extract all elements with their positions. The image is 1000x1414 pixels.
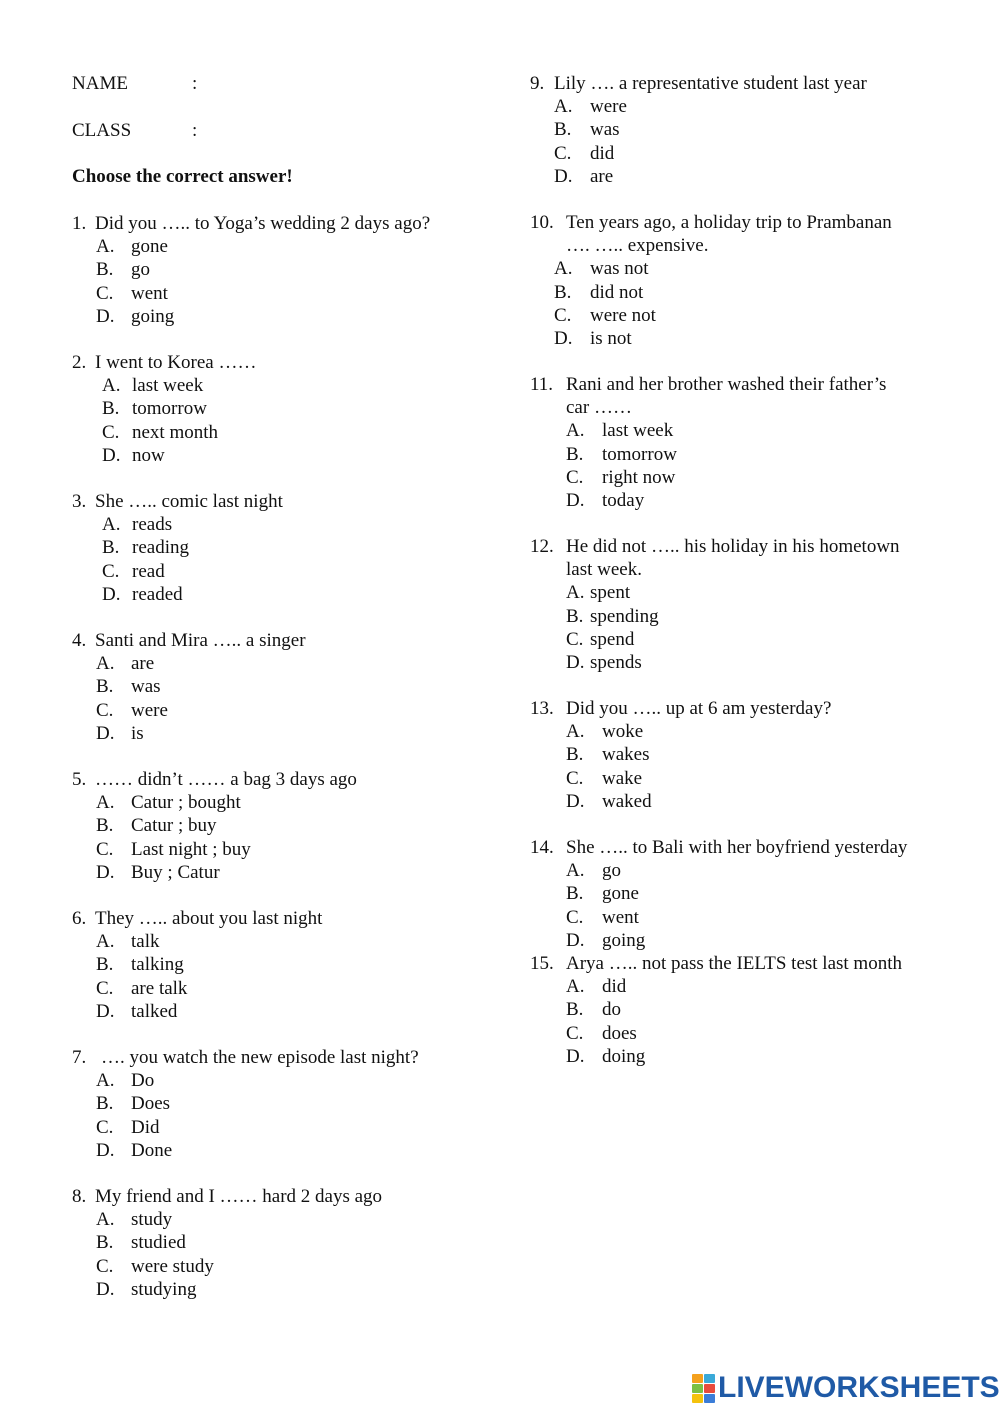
option-letter: A. — [102, 375, 121, 397]
option-text: spent — [590, 582, 631, 604]
question-stem: Ten years ago, a holiday trip to Prambanan — [566, 212, 892, 233]
option-letter: B. — [554, 281, 572, 303]
question-stem: Did you ….. up at 6 am yesterday? — [566, 698, 832, 719]
question-stem: Arya ….. not pass the IELTS test last month — [566, 953, 902, 974]
option-text: Buy ; Catur — [131, 861, 220, 883]
option-letter: C. — [566, 628, 584, 650]
class-colon: : — [192, 120, 198, 141]
option-letter: A. — [554, 96, 573, 118]
option-letter: B. — [554, 119, 572, 141]
option-text: went — [131, 282, 168, 304]
option-text: spend — [590, 628, 635, 650]
option-text: does — [602, 1022, 637, 1044]
question-number: 1. — [72, 213, 87, 234]
option-text: were not — [590, 304, 656, 326]
option-text: waked — [602, 790, 652, 812]
option-letter: C. — [566, 767, 584, 789]
option-text: are — [590, 165, 614, 187]
option-text: talking — [131, 954, 184, 976]
option-letter: A. — [96, 1209, 115, 1231]
brand-name: LIVEWORKSHEETS — [718, 1371, 1000, 1404]
option-text: doing — [602, 1045, 646, 1067]
question-stem: Did you ….. to Yoga’s wedding 2 days ago? — [95, 213, 431, 234]
question-number: 6. — [72, 908, 87, 929]
option-text: now — [132, 444, 165, 466]
option-letter: D. — [566, 1045, 585, 1067]
option-letter: B. — [566, 883, 584, 905]
option-letter: D. — [102, 583, 121, 605]
option-letter: A. — [566, 721, 585, 743]
question-stem-continued: last week. — [566, 559, 642, 581]
option-text: go — [131, 259, 150, 281]
option-letter: B. — [566, 443, 584, 465]
option-letter: B. — [96, 1093, 114, 1115]
name-label: NAME — [72, 73, 128, 94]
question-number: 11. — [530, 374, 554, 395]
option-letter: A. — [96, 236, 115, 258]
question-stem: My friend and I …… hard 2 days ago — [95, 1186, 383, 1207]
question-stem: She ….. comic last night — [95, 491, 283, 512]
option-text: Does — [131, 1093, 171, 1115]
option-letter: C. — [96, 838, 114, 860]
option-letter: D. — [96, 722, 115, 744]
liveworksheets-logo-icon — [692, 1374, 715, 1403]
option-text: tomorrow — [132, 398, 207, 420]
question-number: 4. — [72, 630, 87, 651]
option-letter: C. — [96, 1255, 114, 1277]
question-stem-continued: car …… — [566, 397, 632, 419]
instruction: Choose the correct answer! — [72, 166, 293, 187]
option-letter: C. — [566, 1022, 584, 1044]
option-text: tomorrow — [602, 443, 677, 465]
option-text: studying — [131, 1278, 197, 1300]
option-text: wakes — [602, 744, 650, 766]
option-letter: D. — [102, 444, 121, 466]
question-stem: I went to Korea …… — [95, 352, 257, 373]
question-stem: She ….. to Bali with her boyfriend yesterday — [566, 837, 908, 858]
option-text: Did — [131, 1116, 160, 1138]
name-colon: : — [192, 73, 198, 94]
option-letter: C. — [96, 699, 114, 721]
option-text: do — [602, 999, 621, 1021]
question-number: 3. — [72, 491, 87, 512]
option-text: is not — [590, 328, 632, 349]
option-text: right now — [602, 466, 676, 488]
option-text: going — [131, 305, 175, 327]
option-text: was not — [590, 258, 649, 280]
option-letter: C. — [96, 1116, 114, 1138]
option-letter: B. — [96, 259, 114, 281]
option-text: woke — [602, 721, 644, 743]
option-letter: B. — [566, 999, 584, 1021]
question-stem: Rani and her brother washed their father’s — [566, 374, 887, 395]
option-letter: C. — [566, 906, 584, 928]
option-text: readed — [132, 583, 183, 605]
option-text: talk — [131, 931, 160, 953]
option-text: study — [131, 1209, 173, 1231]
option-text: reading — [132, 537, 189, 559]
option-text: are — [131, 653, 155, 675]
footer-brand — [692, 1373, 1000, 1403]
question-number: 8. — [72, 1186, 87, 1207]
option-letter: C. — [96, 977, 114, 999]
question-number: 2. — [72, 352, 87, 373]
question-number: 13. — [530, 698, 554, 719]
option-text: spends — [590, 652, 642, 673]
option-letter: B. — [96, 676, 114, 698]
question-number: 12. — [530, 536, 554, 557]
option-text: today — [602, 490, 645, 511]
option-text: were study — [131, 1255, 214, 1277]
option-text: gone — [602, 883, 639, 905]
option-letter: C. — [96, 282, 114, 304]
option-letter: A. — [96, 931, 115, 953]
option-letter: D. — [96, 305, 115, 327]
option-letter: A. — [566, 582, 585, 604]
option-text: Last night ; buy — [131, 838, 251, 860]
option-letter: B. — [102, 398, 120, 420]
option-text: last week — [132, 375, 204, 397]
option-text: did not — [590, 281, 644, 303]
option-text: reads — [132, 514, 173, 536]
question-stem: He did not ….. his holiday in his hometown — [566, 536, 900, 557]
option-text: went — [602, 906, 639, 928]
option-text: going — [602, 929, 646, 951]
option-letter: D. — [554, 165, 573, 187]
option-text: go — [602, 860, 621, 882]
option-letter: A. — [554, 258, 573, 280]
option-letter: C. — [102, 560, 120, 582]
option-letter: B. — [96, 954, 114, 976]
option-letter: A. — [102, 514, 121, 536]
option-letter: A. — [96, 653, 115, 675]
option-text: spending — [590, 605, 659, 627]
option-letter: D. — [566, 490, 585, 511]
option-text: wake — [602, 767, 643, 789]
option-letter: D. — [96, 861, 115, 883]
question-number: 14. — [530, 837, 554, 858]
option-letter: B. — [566, 605, 584, 627]
option-letter: A. — [566, 420, 585, 442]
option-text: Catur ; buy — [131, 815, 217, 837]
option-letter: C. — [554, 142, 572, 164]
question-stem: Lily …. a representative student last year — [554, 73, 867, 94]
option-text: studied — [131, 1232, 186, 1254]
question-stem: …… didn’t …… a bag 3 days ago — [95, 769, 357, 790]
option-letter: A. — [566, 860, 585, 882]
option-text: gone — [131, 236, 168, 258]
option-letter: A. — [566, 976, 585, 998]
question-stem-continued: …. ….. expensive. — [566, 235, 709, 257]
class-label: CLASS — [72, 120, 132, 141]
option-letter: D. — [96, 1000, 115, 1022]
option-letter: C. — [566, 466, 584, 488]
option-text: did — [602, 976, 627, 998]
option-letter: D. — [566, 929, 585, 951]
option-letter: D. — [96, 1278, 115, 1300]
option-letter: D. — [566, 652, 585, 673]
question-number: 9. — [530, 73, 545, 94]
option-letter: C. — [102, 421, 120, 443]
question-number: 15. — [530, 953, 554, 974]
option-text: did — [590, 142, 615, 164]
option-text: Do — [131, 1070, 155, 1092]
option-text: read — [132, 560, 165, 582]
option-text: next month — [132, 421, 219, 443]
question-stem: Santi and Mira ….. a singer — [95, 630, 306, 651]
option-text: were — [590, 96, 627, 118]
option-letter: D. — [96, 1139, 115, 1161]
question-stem: …. you watch the new episode last night? — [101, 1047, 419, 1068]
option-letter: D. — [554, 328, 573, 349]
option-text: was — [590, 119, 620, 141]
option-text: are talk — [131, 977, 188, 999]
option-letter: C. — [554, 304, 572, 326]
option-letter: B. — [96, 815, 114, 837]
question-stem: They ….. about you last night — [95, 908, 323, 929]
option-letter: D. — [566, 790, 585, 812]
option-letter: B. — [102, 537, 120, 559]
option-text: were — [131, 699, 168, 721]
option-letter: A. — [96, 1070, 115, 1092]
option-text: is — [131, 722, 144, 744]
option-text: talked — [131, 1000, 178, 1022]
option-letter: B. — [566, 744, 584, 766]
option-text: Catur ; bought — [131, 792, 241, 814]
question-number: 10. — [530, 212, 554, 233]
option-letter: A. — [96, 792, 115, 814]
option-text: was — [131, 676, 161, 698]
question-number: 5. — [72, 769, 87, 790]
question-number: 7. — [72, 1047, 87, 1068]
option-letter: B. — [96, 1232, 114, 1254]
option-text: Done — [131, 1139, 173, 1161]
option-text: last week — [602, 420, 674, 442]
